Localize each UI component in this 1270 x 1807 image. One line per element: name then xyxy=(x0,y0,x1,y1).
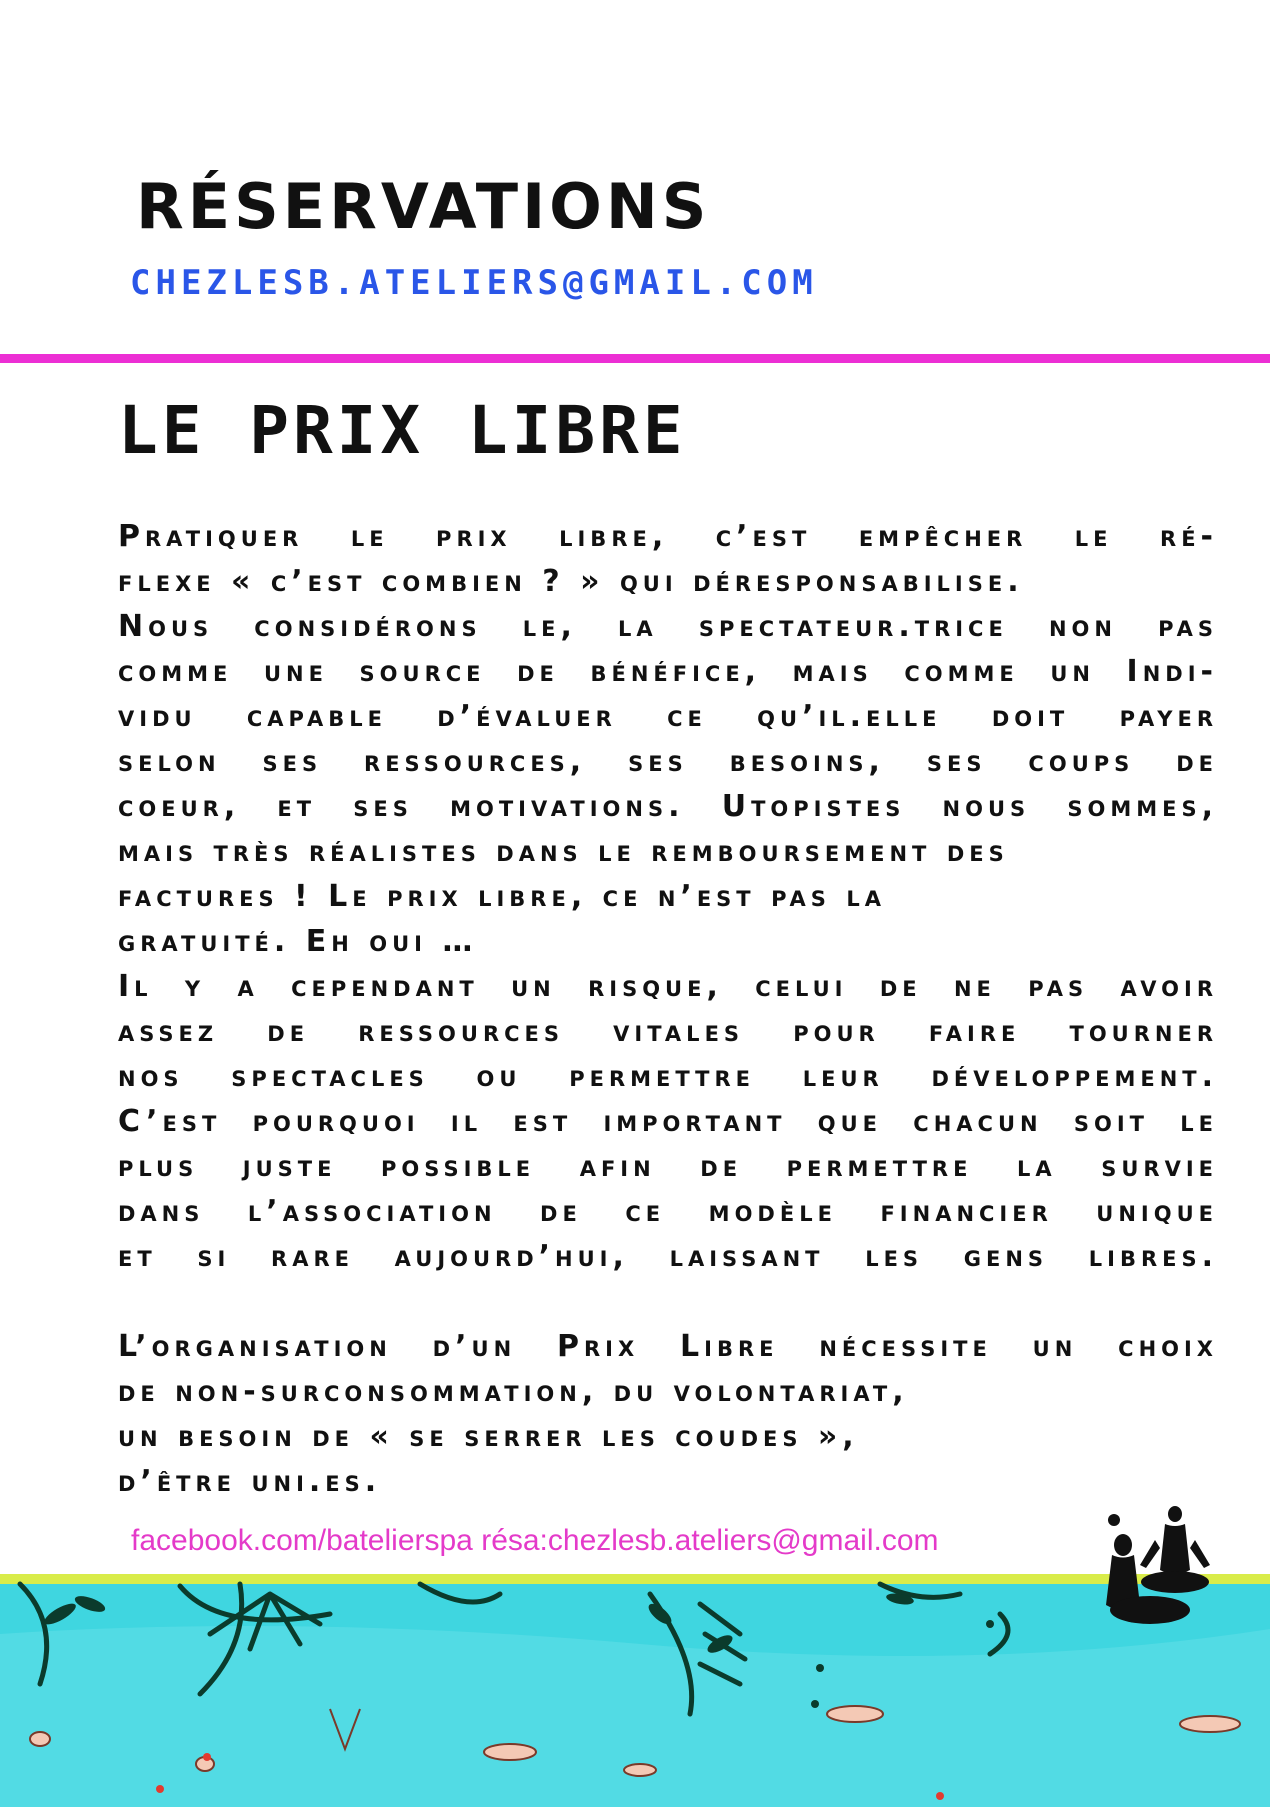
reservations-title: RÉSERVATIONS xyxy=(136,170,711,243)
body-paragraphs xyxy=(118,514,1218,1504)
pink-divider xyxy=(0,354,1270,363)
body-line: vidu capable d’évaluer ce qu’il.elle doit payer xyxy=(118,699,1218,734)
body-line: un besoin de « se serrer les coudes », xyxy=(118,1419,859,1454)
pool-illustration xyxy=(0,1574,1270,1807)
body-line: Il y a cependant un risque, celui de ne pas avoir xyxy=(118,969,1218,1004)
body-line: de non-surconsommation, du volontariat, xyxy=(118,1374,909,1409)
body-line: coeur, et ses motivations. Utopistes nous sommes, xyxy=(118,789,1218,824)
body-line: C’est pourquoi il est important que chacun soit le xyxy=(118,1104,1218,1139)
body-line: L’organisation d’un Prix Libre nécessite un choix xyxy=(118,1329,1218,1364)
body-line: flexe « c’est combien ? » qui déresponsabilise. xyxy=(118,564,1024,599)
body-line: factures ! Le prix libre, ce n’est pas la xyxy=(118,879,886,914)
body-line: mais très réalistes dans le remboursement des xyxy=(118,834,1009,869)
body-line: Nous considérons le, la spectateur.trice non pas xyxy=(118,609,1218,644)
body-line: comme une source de bénéfice, mais comme un Indi- xyxy=(118,654,1218,689)
body-line: d’être uni.es. xyxy=(118,1464,382,1499)
body-line: Pratiquer le prix libre, c’est empêcher le ré- xyxy=(118,519,1218,554)
body-line: dans l’association de ce modèle financier unique xyxy=(118,1194,1218,1229)
paragraph-gap xyxy=(118,1279,1218,1324)
meditating-figures-illustration xyxy=(1090,1500,1270,1640)
section-title: LE PRIX LIBRE xyxy=(118,392,687,469)
body-line: nos spectacles ou permettre leur développement. xyxy=(118,1059,1218,1094)
body-line: plus juste possible afin de permettre la survie xyxy=(118,1149,1218,1184)
footer-contact-link[interactable]: facebook.com/batelierspa résa:chezlesb.ateliers@gmail.com xyxy=(131,1524,939,1557)
body-line: gratuité. Eh oui … xyxy=(118,924,478,959)
body-line: assez de ressources vitales pour faire tourner xyxy=(118,1014,1218,1049)
body-line: et si rare aujourd’hui, laissant les gens libres. xyxy=(118,1239,1218,1274)
reservations-email[interactable]: CHEZLESB.ATELIERS@GMAIL.COM xyxy=(130,263,818,303)
body-line: selon ses ressources, ses besoins, ses coups de xyxy=(118,744,1218,779)
